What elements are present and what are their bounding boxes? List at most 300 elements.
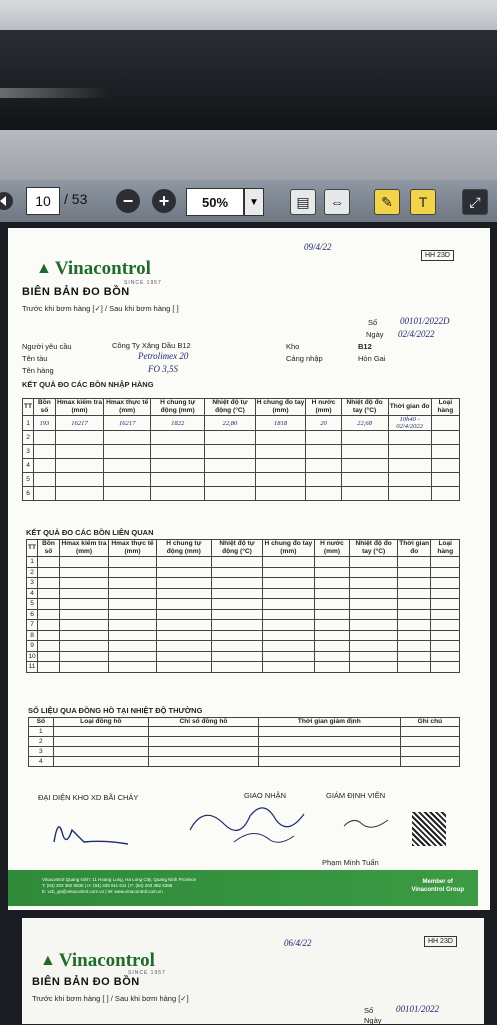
page-number-input[interactable] xyxy=(26,187,60,215)
signature-warehouse xyxy=(44,812,134,852)
table-cell xyxy=(397,620,431,631)
table-row xyxy=(27,609,460,620)
footer-address xyxy=(42,877,196,895)
table-cell xyxy=(38,662,60,673)
table-cell xyxy=(149,757,259,767)
meter-header-row xyxy=(29,718,460,727)
table-cell xyxy=(263,630,315,641)
table-cell xyxy=(341,431,388,445)
screen-glare xyxy=(0,88,110,98)
table-cell xyxy=(397,557,431,568)
table-cell: 193 xyxy=(34,416,56,431)
table-cell xyxy=(211,578,262,589)
table-cell xyxy=(205,431,255,445)
monitor-bezel-top xyxy=(0,0,497,30)
table-cell xyxy=(38,651,60,662)
table-cell: 5 xyxy=(27,599,38,610)
table-cell xyxy=(397,588,431,599)
fit-page-icon: ▤ xyxy=(290,189,316,215)
comment-button[interactable] xyxy=(374,189,400,215)
logo-since-2: SINCE 1957 xyxy=(128,970,166,976)
zoom-level-field[interactable] xyxy=(186,188,244,216)
table-row xyxy=(27,651,460,662)
t2-col-header: Thời gian đo xyxy=(399,540,430,555)
table-cell xyxy=(156,651,211,662)
table-cell: 4 xyxy=(23,459,34,473)
t2-header-row xyxy=(27,540,460,557)
table-row xyxy=(23,459,460,473)
table-cell: 22,68 xyxy=(341,416,388,431)
table-cell: 1 xyxy=(27,557,38,568)
table-cell xyxy=(400,727,459,737)
table-cell xyxy=(109,620,157,631)
table-cell xyxy=(151,487,205,501)
table-cell xyxy=(156,578,211,589)
ngay-label: Ngày xyxy=(366,330,384,339)
table-cell xyxy=(59,662,108,673)
table-cell: 7 xyxy=(27,620,38,631)
table-cell xyxy=(314,609,350,620)
member-of-text: Member of xyxy=(422,879,453,885)
table-cell xyxy=(341,487,388,501)
table-cell xyxy=(53,737,149,747)
table-cell xyxy=(59,557,108,568)
table-row xyxy=(27,641,460,652)
table-row xyxy=(23,431,460,445)
table-cell xyxy=(431,487,459,501)
document-title-2: BIÊN BẢN ĐO BỒN xyxy=(32,976,140,988)
meter-col-header: Ghi chú xyxy=(400,718,459,727)
table-cell: 20 xyxy=(306,416,341,431)
kho-label: Kho xyxy=(286,342,300,351)
logo-text-2: Vinacontrol xyxy=(58,950,155,971)
table-cell xyxy=(38,588,60,599)
t1-col-header: Hmax thực tế (mm) xyxy=(104,399,151,416)
requester-label: Người yêu cầu xyxy=(22,342,72,351)
footer-address-line2: T: (84) 203 382 6535 | H: (84) 336 911 611 | F: (84) 203 382 6366 xyxy=(42,883,173,888)
minus-icon: − xyxy=(116,189,140,213)
vinacontrol-logo xyxy=(36,258,151,280)
t1-col-header: Thời gian đo xyxy=(388,399,431,416)
table-cell xyxy=(104,473,151,487)
table-cell xyxy=(431,431,459,445)
table-cell xyxy=(431,651,460,662)
table-cell xyxy=(59,620,108,631)
table-cell xyxy=(55,445,104,459)
table-cell xyxy=(431,567,460,578)
table-cell: 3 xyxy=(23,445,34,459)
meter-col-header: Số xyxy=(29,718,54,727)
table-cell xyxy=(34,473,56,487)
table-cell xyxy=(156,567,211,578)
table-cell xyxy=(397,609,431,620)
table-cell: 16217 xyxy=(55,416,104,431)
table-cell xyxy=(350,662,398,673)
table-cell: 2 xyxy=(29,737,54,747)
table-cell xyxy=(350,641,398,652)
table-cell xyxy=(205,445,255,459)
table-cell xyxy=(211,651,262,662)
comment-icon: ✎ xyxy=(374,189,400,215)
port-label: Cảng nhập xyxy=(286,354,323,363)
table-cell xyxy=(205,473,255,487)
table-cell xyxy=(109,662,157,673)
table-cell xyxy=(38,609,60,620)
table-cell xyxy=(109,578,157,589)
pumping-status-2: Trước khi bơm hàng [ ] / Sau khi bơm hàng [✓] xyxy=(32,994,189,1003)
form-code: HH 23D xyxy=(421,250,454,261)
table-cell xyxy=(34,445,56,459)
table-cell xyxy=(149,737,259,747)
table-cell xyxy=(314,578,350,589)
table-cell: 10 xyxy=(28,652,36,660)
table-cell xyxy=(34,431,56,445)
zoom-dropdown-button[interactable] xyxy=(244,188,264,216)
table-cell xyxy=(263,651,315,662)
t2-col-header: Hmax kiểm tra (mm) xyxy=(59,540,108,557)
footer-member xyxy=(411,878,464,894)
table-cell xyxy=(38,630,60,641)
table-cell xyxy=(314,651,350,662)
table-cell xyxy=(59,578,108,589)
table-cell: 3 xyxy=(29,747,54,757)
section-import-tanks: KẾT QUẢ ĐO CÁC BỒN NHẬP HÀNG xyxy=(22,380,154,389)
fit-width-icon: ⇔ xyxy=(324,189,350,215)
table-cell xyxy=(211,588,262,599)
table-cell xyxy=(211,620,262,631)
table-cell xyxy=(350,651,398,662)
table-cell xyxy=(34,487,56,501)
table-cell xyxy=(38,641,60,652)
table-cell xyxy=(38,599,60,610)
table-cell xyxy=(255,445,306,459)
table-cell: 4 xyxy=(29,757,54,767)
table-row xyxy=(23,445,460,459)
table-cell xyxy=(211,557,262,568)
t2-col-header: H chung đo tay (mm) xyxy=(263,540,315,557)
fit-width-button[interactable] xyxy=(324,189,350,215)
table-cell xyxy=(53,727,149,737)
table-row xyxy=(27,599,460,610)
table-cell: 4 xyxy=(27,588,38,599)
table-cell xyxy=(306,473,341,487)
meter-table xyxy=(28,717,460,767)
table-cell xyxy=(104,487,151,501)
table-cell xyxy=(431,641,460,652)
table-cell xyxy=(350,620,398,631)
table-cell xyxy=(431,630,460,641)
table-cell xyxy=(350,567,398,578)
table-cell xyxy=(211,630,262,641)
table-cell xyxy=(431,588,460,599)
section-related-tanks: KẾT QUẢ ĐO CÁC BỒN LIÊN QUAN xyxy=(26,528,154,537)
table-cell xyxy=(156,557,211,568)
table-cell xyxy=(431,599,460,610)
table-cell xyxy=(431,445,459,459)
annotate-button[interactable] xyxy=(410,189,436,215)
table-cell: 22,80 xyxy=(205,416,255,431)
prev-page-icon[interactable] xyxy=(0,190,14,212)
meter-col-header: Thời gian giám định xyxy=(258,718,400,727)
table-cell xyxy=(388,487,431,501)
document-page xyxy=(8,228,490,910)
table-cell xyxy=(397,599,431,610)
t2-col-header: Loại hàng xyxy=(431,540,460,557)
logo-text: Vinacontrol xyxy=(54,258,151,279)
table-row xyxy=(27,588,460,599)
table-cell: 1 xyxy=(23,416,34,431)
signature-label-warehouse: ĐẠI DIỆN KHO XD BÃI CHÁY xyxy=(38,793,139,802)
table-cell xyxy=(306,487,341,501)
table-cell xyxy=(53,757,149,767)
table-cell xyxy=(263,609,315,620)
table-cell xyxy=(314,630,350,641)
table-cell xyxy=(156,599,211,610)
table-cell xyxy=(151,473,205,487)
kho-value: B12 xyxy=(358,342,372,351)
table-cell: 1818 xyxy=(255,416,306,431)
table-row xyxy=(23,416,460,431)
table-cell xyxy=(151,459,205,473)
table-row xyxy=(27,662,460,673)
table-row xyxy=(27,578,460,589)
plus-icon: + xyxy=(152,189,176,213)
ship-value: Petrolimex 20 xyxy=(138,351,189,361)
table-cell xyxy=(156,609,211,620)
signature-inspector xyxy=(338,812,398,834)
t2-col-header: Nhiệt độ tự động (°C) xyxy=(211,540,262,557)
table-cell xyxy=(109,609,157,620)
table-cell xyxy=(59,609,108,620)
qr-code[interactable] xyxy=(412,812,446,846)
t2-col-header: Hmax thực tế (mm) xyxy=(109,540,157,557)
table-cell xyxy=(397,567,431,578)
t1-col-header: Nhiệt độ tự động (°C) xyxy=(205,399,255,416)
table-cell xyxy=(397,641,431,652)
table-cell xyxy=(53,747,149,757)
t1-col-header: H chung đo tay (mm) xyxy=(256,399,305,414)
table-row xyxy=(29,727,460,737)
table-cell xyxy=(350,557,398,568)
table-cell xyxy=(55,473,104,487)
table-cell xyxy=(400,747,459,757)
port-value: Hòn Gai xyxy=(358,354,386,363)
table-cell xyxy=(104,459,151,473)
fullscreen-button[interactable] xyxy=(462,189,488,215)
table-cell xyxy=(59,588,108,599)
ship-label: Tên tàu xyxy=(22,354,48,363)
table-cell xyxy=(38,578,60,589)
table-cell xyxy=(314,557,350,568)
table-cell xyxy=(255,459,306,473)
table-cell xyxy=(350,588,398,599)
table-row xyxy=(27,620,460,631)
zoom-value: 50% xyxy=(201,194,229,210)
window-titlebar xyxy=(0,130,497,180)
so-value: 00101/2022D xyxy=(400,316,450,326)
table-cell xyxy=(431,459,459,473)
table-cell xyxy=(431,609,460,620)
expand-icon: ⤢ xyxy=(462,189,488,215)
logo-mark-icon: ▲ xyxy=(40,952,56,969)
requester-value: Công Ty Xăng Dầu B12 xyxy=(112,341,191,350)
table-cell xyxy=(400,737,459,747)
table-cell xyxy=(431,620,460,631)
vinacontrol-logo-2 xyxy=(40,950,155,972)
logo-since: SINCE 1957 xyxy=(124,280,162,286)
table-cell xyxy=(341,445,388,459)
so-label-2: Số xyxy=(364,1006,374,1015)
t1-col-header: H nước (mm) xyxy=(306,399,341,416)
t2-col-header: Nhiệt độ đo tay (°C) xyxy=(350,540,398,557)
table-cell xyxy=(38,620,60,631)
table-cell xyxy=(109,567,157,578)
table-cell xyxy=(397,651,431,662)
table-cell xyxy=(255,487,306,501)
fit-page-button[interactable] xyxy=(290,189,316,215)
table-cell xyxy=(350,609,398,620)
table-cell xyxy=(306,431,341,445)
t1-col-header: H chung tự động (mm) xyxy=(151,399,205,416)
table-cell xyxy=(109,588,157,599)
table-cell xyxy=(263,662,315,673)
meter-col-header: Loại đồng hồ xyxy=(53,718,149,727)
table-cell xyxy=(149,727,259,737)
table-cell: 2 xyxy=(23,431,34,445)
table-cell xyxy=(314,662,350,673)
table-cell: 5 xyxy=(23,473,34,487)
table-cell xyxy=(156,662,211,673)
table-cell xyxy=(211,641,262,652)
group-name: Vinacontrol Group xyxy=(411,887,464,893)
table-cell xyxy=(156,630,211,641)
table-cell xyxy=(255,473,306,487)
chevron-down-icon: ▼ xyxy=(249,196,259,208)
table-cell xyxy=(388,459,431,473)
signature-delivery xyxy=(184,796,314,848)
signature-label-inspector: GIÁM ĐỊNH VIÊN xyxy=(326,791,386,800)
logo-mark-icon: ▲ xyxy=(36,260,52,277)
table-cell xyxy=(431,473,459,487)
table-cell xyxy=(400,757,459,767)
table-cell xyxy=(397,630,431,641)
table-cell xyxy=(314,599,350,610)
table-cell xyxy=(263,578,315,589)
table-cell xyxy=(59,599,108,610)
signature-label-delivery: GIAO NHẬN xyxy=(244,791,287,800)
table-cell xyxy=(263,557,315,568)
table-cell xyxy=(341,473,388,487)
text-annotate-icon: T xyxy=(410,189,436,215)
table-cell: 6 xyxy=(27,609,38,620)
table-cell xyxy=(388,473,431,487)
zoom-out-button[interactable] xyxy=(116,189,140,213)
table-cell xyxy=(258,727,400,737)
pumping-status: Trước khi bơm hàng [✓] / Sau khi bơm hàng [ ] xyxy=(22,304,179,313)
table-cell xyxy=(263,588,315,599)
table-cell xyxy=(314,641,350,652)
table-cell xyxy=(255,431,306,445)
table-row xyxy=(23,473,460,487)
table-cell xyxy=(59,641,108,652)
t2-col-header: H nước (mm) xyxy=(314,540,350,557)
table-cell xyxy=(258,747,400,757)
table-cell xyxy=(388,431,431,445)
table-cell xyxy=(104,445,151,459)
handwritten-date-top-2: 06/4/22 xyxy=(284,938,312,948)
footer-address-line1: Vinacontrol Quang Ninh: 11 Hoang Long, Ha Long City, Quang Ninh Province xyxy=(42,877,197,882)
table-cell xyxy=(350,630,398,641)
t1-col-header: Loại hàng xyxy=(431,399,459,416)
table-cell xyxy=(55,431,104,445)
table-cell xyxy=(211,609,262,620)
table-cell: 3 xyxy=(27,578,38,589)
ngay-label-2: Ngày xyxy=(364,1016,382,1025)
table-cell: 9 xyxy=(27,641,38,652)
goods-label: Tên hàng xyxy=(22,366,54,375)
table-cell: 1822 xyxy=(151,416,205,431)
table-cell xyxy=(156,620,211,631)
section-meter-readings: SỐ LIỆU QUA ĐỒNG HỒ TẠI NHIỆT ĐỘ THƯỜNG xyxy=(28,706,203,715)
t1-col-header: Nhiệt độ đo tay (°C) xyxy=(341,399,388,416)
table-cell xyxy=(258,757,400,767)
table-row xyxy=(29,737,460,747)
footer-address-line3: E: vcb_qn@vinacontrol.com.vn | W: www.vinacontrol.com.vn xyxy=(42,889,163,894)
table-cell xyxy=(431,578,460,589)
table-cell xyxy=(397,662,431,673)
table-cell xyxy=(55,487,104,501)
table-cell xyxy=(431,662,460,673)
table-cell xyxy=(263,599,315,610)
table-cell xyxy=(314,620,350,631)
table-cell xyxy=(59,630,108,641)
table-cell xyxy=(156,641,211,652)
meter-col-header: Chỉ số đồng hồ xyxy=(149,718,259,727)
table-cell xyxy=(151,445,205,459)
table-row xyxy=(27,557,460,568)
related-tanks-table xyxy=(26,539,460,673)
table-cell xyxy=(156,588,211,599)
table-row xyxy=(27,567,460,578)
t2-col-header: TT xyxy=(27,540,38,557)
table-cell xyxy=(431,557,460,568)
table-cell xyxy=(258,737,400,747)
table-cell xyxy=(55,459,104,473)
handwritten-date-top: 09/4/22 xyxy=(304,242,332,252)
page-current: 10 xyxy=(35,193,51,209)
table-cell xyxy=(388,445,431,459)
footer-bar xyxy=(8,870,478,906)
table-cell xyxy=(38,567,60,578)
table-cell xyxy=(341,459,388,473)
table-cell: 16217 xyxy=(104,416,151,431)
table-cell xyxy=(34,459,56,473)
table-cell xyxy=(109,557,157,568)
table-cell xyxy=(109,641,157,652)
table-cell: 11 xyxy=(27,662,38,673)
table-row xyxy=(27,630,460,641)
table-cell xyxy=(211,599,262,610)
table-cell xyxy=(211,567,262,578)
table-cell xyxy=(397,578,431,589)
table-cell xyxy=(314,567,350,578)
inspector-name: Phạm Minh Tuấn xyxy=(322,858,379,867)
table-cell xyxy=(306,445,341,459)
zoom-in-button[interactable] xyxy=(152,189,176,213)
ngay-value: 02/4/2022 xyxy=(398,329,435,339)
t2-col-header: H chung tự động (mm) xyxy=(156,540,211,557)
table-cell xyxy=(151,431,205,445)
